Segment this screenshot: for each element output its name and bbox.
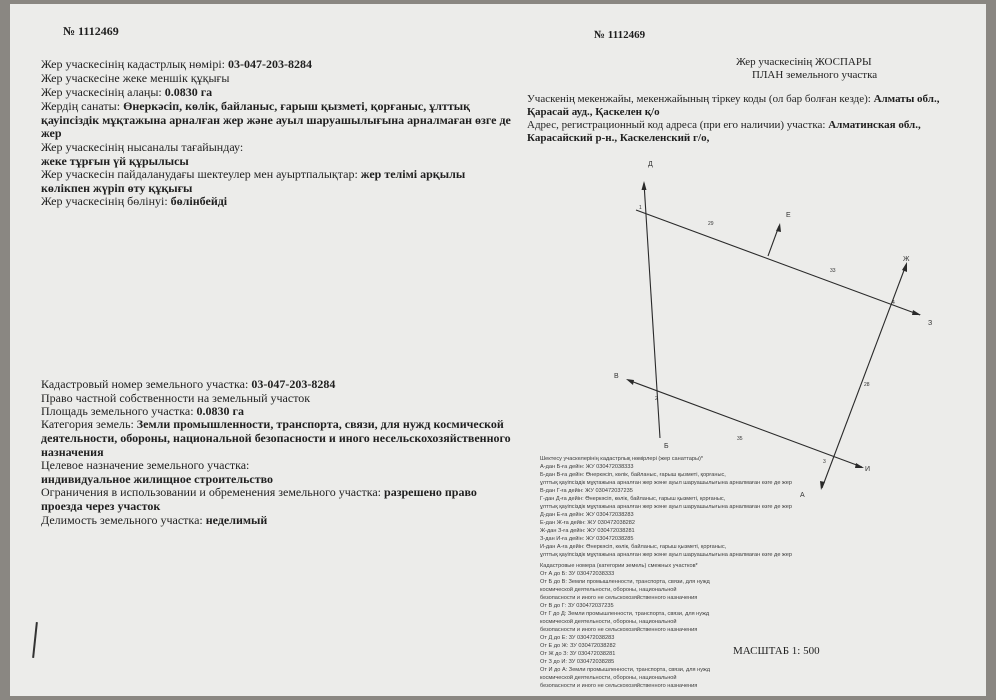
list-item: Ж-дан З-ға дейін: ЖУ 030472038281 [540, 528, 635, 534]
ru-cadastral-value: 03-047-203-8284 [251, 377, 336, 391]
list-item: От И до А: Земли промышленности, транспорта, связи, для нужд [540, 667, 711, 673]
list-item: безопасности и иного не сельскохозяйственного назначения [540, 595, 698, 601]
vertex-label-4: 4 [892, 300, 895, 306]
right-certificate-number: № 1112469 [594, 29, 646, 41]
ru-category-label: Категория земель: [41, 417, 137, 431]
list-item: От Г до Д: Земли промышленности, транспорта, связи, для нужд [540, 611, 710, 617]
list-item: Г-дан Д-ға дейін: Өнеркәсіп, көлік, байланыс, ғарыш қызметі, қорғаныс, [540, 496, 726, 502]
ru-area-label: Площадь земельного участка: [41, 404, 197, 418]
list-item: От Е до Ж: ЗУ 030472038282 [540, 643, 616, 649]
list-item: З-дан И-ға дейін: ЖУ 030472038285 [540, 536, 634, 542]
kz-category-value-1: Өнеркәсіп, көлік, байланыс, ғарыш қызметі, қорғаныс, ұлттық [123, 99, 471, 113]
list-item: И-дан А-ға дейін: Өнеркәсіп, көлік, байланыс, ғарыш қызметі, қорғаныс, [540, 544, 727, 550]
side-label-4: 35 [737, 436, 743, 442]
list-item: От Б до В: Земли промышленности, транспорта, связи, для нужд [540, 579, 710, 585]
boundary-line-bottom [628, 380, 862, 467]
ru-divisibility-value: неделимый [205, 513, 268, 527]
list-item: ұлттық қауіпсіздік мұқтажына арналған жер және ауыл шаруашылығына арналмаған өзге де жер [540, 480, 792, 486]
kz-area-value: 0.0830 га [164, 85, 213, 99]
list-item: От В до Г: ЗУ 030472037235 [540, 603, 614, 609]
ru-category-value-1: Земли промышленности, транспорта, связи, для нужд космической [136, 417, 504, 431]
plan-letter-v: В [614, 373, 619, 380]
plan-title-ru: ПЛАН земельного участка [752, 69, 878, 81]
kz-divisibility-label: Жер учаскесінің бөлінуі: [41, 194, 171, 208]
list-item: В-дан Г-ға дейін: ЖУ 030472037235 [540, 488, 633, 494]
address-kz-value-1: Алматы обл., [873, 93, 940, 105]
address-kz-label: Учаскенің мекенжайы, мекенжайының тіркеу коды (ол бар болған кезде): [527, 93, 874, 105]
side-label-3: 28 [864, 382, 870, 388]
arrowhead-z [912, 310, 921, 315]
address-ru-value-1: Алматинская обл., [828, 119, 921, 131]
list-item: От З до И: ЗУ 030472038285 [540, 659, 615, 665]
ru-divisibility-label: Делимость земельного участка: [41, 513, 206, 527]
kz-restriction-value-1: жер телімі арқылы [360, 167, 466, 181]
ru-restriction-value-1: разрешено право [384, 485, 477, 499]
list-item: космической деятельности, обороны, национальной [540, 675, 677, 681]
boundary-line-top [636, 210, 920, 315]
arrowhead-d [642, 181, 647, 190]
ru-category-value-3: назначения [41, 445, 104, 459]
plan-letter-zh: Ж [903, 256, 910, 263]
plan-letter-b: Б [664, 443, 669, 450]
list-item: безопасности и иного не сельскохозяйственного назначения [540, 683, 698, 689]
list-item: Е-дан Ж-ға дейін: ЖУ 030472038282 [540, 520, 636, 526]
ru-cadastral-label: Кадастровый номер земельного участка: [41, 377, 252, 391]
list-item: Б-дан В-ға дейін: Өнеркәсіп, көлік, байланыс, ғарыш қызметі, қорғаныс, [540, 472, 726, 478]
plan-scale: МАСШТАБ 1: 500 [733, 645, 820, 657]
kz-restriction-label: Жер учаскесін пайдаланудағы шектеулер мен ауыртпалықтар: [41, 167, 361, 181]
list-item: ұлттық қауіпсіздік мұқтажына арналған жер және ауыл шаруашылығына арналмаған өзге де жер [540, 504, 792, 510]
plan-letter-z: З [928, 320, 933, 327]
kz-category-value-3: жер [41, 126, 62, 140]
vertex-label-1: 1 [639, 205, 642, 211]
ru-purpose-value: индивидуальное жилищное строительство [41, 472, 274, 486]
list-item: космической деятельности, обороны, национальной [540, 619, 677, 625]
kz-category-value-2: қауіпсіздік мұқтажына арналған жер және ауыл шаруашылығына арналмаған өзге де [41, 113, 511, 127]
vertex-label-2: 2 [655, 396, 658, 402]
arrowhead-i [855, 463, 864, 468]
left-certificate-number: № 1112469 [63, 24, 119, 38]
list-item: А-дан Б-ға дейін: ЖУ 030472038333 [540, 464, 634, 470]
plan-title-kz: Жер учаскесінің ЖОСПАРЫ [736, 56, 872, 68]
ru-restriction-label: Ограничения в использовании и обременения земельного участка: [41, 485, 385, 499]
plan-letter-d: Д [648, 161, 653, 168]
list-item: Д-дан Е-ға дейін: ЖУ 030472038283 [540, 512, 634, 518]
plan-letter-e: Е [786, 212, 791, 219]
side-label-2: 33 [830, 268, 836, 274]
boundary-line-right [822, 265, 906, 488]
ru-area-value: 0.0830 га [196, 404, 244, 418]
ru-right-label: Право частной собственности на земельный участок [41, 391, 311, 405]
list-item: ұлттық қауіпсіздік мұқтажына арналған жер және ауыл шаруашылығына арналмаған өзге де жер [540, 552, 792, 558]
adjacent-kz-title: Шектесу учаскелерінің кадастрлық нөмірлері (жер санаттары)* [540, 456, 704, 462]
list-item: От Ж до З: ЗУ 030472038281 [540, 651, 616, 657]
ru-restriction-value-2: проезда через участок [41, 499, 161, 513]
list-item: безопасности и иного не сельскохозяйственного назначения [540, 627, 698, 633]
plan-letter-i: И [865, 466, 871, 473]
side-label-1: 29 [708, 221, 714, 227]
list-item: От Д до Е: ЗУ 030472038283 [540, 635, 615, 641]
list-item: От А до Б: ЗУ 030472038333 [540, 571, 615, 577]
kz-cadastral-value: 03-047-203-8284 [228, 57, 313, 71]
kz-cadastral-label: Жер учаскесінің кадастрлық нөмірі: [41, 57, 229, 71]
adjacent-ru-title: Кадастровые номера (категории земель) смежных участков* [540, 563, 698, 569]
address-kz-value-2: Қарасай ауд., Қаскелен қ/о [527, 106, 660, 118]
kz-divisibility-value: бөлінбейді [170, 194, 228, 208]
kz-category-label: Жердің санаты: [41, 99, 124, 113]
kz-purpose-label: Жер учаскесінің нысаналы тағайындау: [41, 140, 244, 154]
kz-right-label: Жер учаскесіне жеке меншік құқығы [41, 71, 230, 85]
arrowhead-a [820, 481, 825, 490]
ru-category-value-2: деятельности, обороны, национальной безопасности и иного несельскохозяйственного [41, 431, 511, 445]
kz-restriction-value-2: көлікпен жүріп өту құқығы [41, 181, 193, 195]
vertex-label-3: 3 [823, 459, 826, 465]
kz-area-label: Жер учаскесінің алаңы: [41, 85, 165, 99]
arrowhead-v [626, 379, 634, 385]
arrowhead-zh [902, 262, 907, 272]
plan-letter-a: А [800, 492, 805, 499]
list-item: космической деятельности, обороны, национальной [540, 587, 677, 593]
ru-purpose-label: Целевое назначение земельного участка: [41, 458, 250, 472]
address-ru-value-2: Карасайский р-н., Каскеленский г/о, [527, 132, 710, 144]
address-ru-label: Адрес, регистрационный код адреса (при его наличии) участка: [527, 119, 829, 131]
kz-purpose-value: жеке тұрғын үй құрылысы [41, 154, 189, 168]
arrowhead-e [776, 223, 781, 232]
